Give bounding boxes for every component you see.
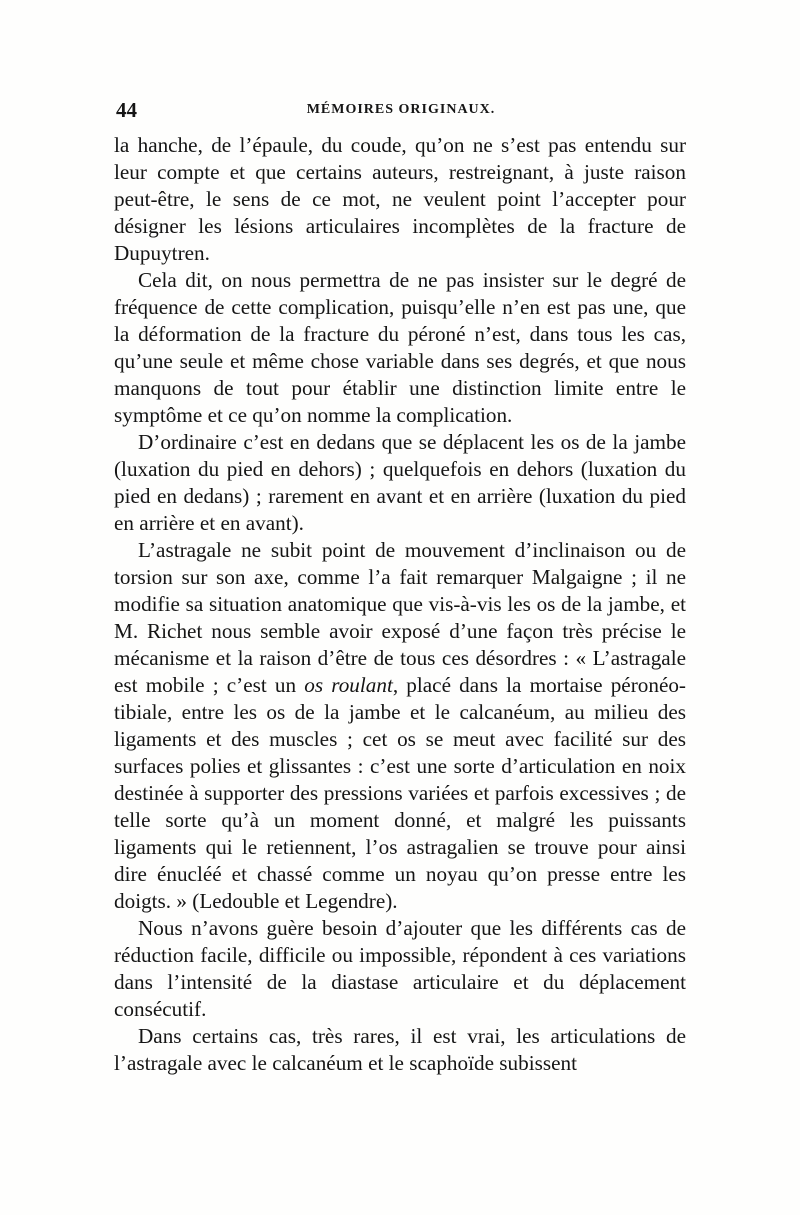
running-head (116, 98, 686, 128)
paragraph (114, 267, 686, 429)
paragraph-text: L’astragale ne subit point de mouvement d’inclinaison ou de torsion sur son axe, comme l’a fait remarquer Malgaigne ; il ne modifie sa situation anatomique que vis-à-vis les os de la jambe, et M. Richet nous semble avoir exposé d’une façon très précise le mécanisme et la raison d’être de tous ces désordres : « L’astragale est mobile ; c’est un (114, 538, 686, 697)
paragraph-text-continued: , placé dans la mortaise péronéo-tibiale, entre les os de la jambe et le calcanéum, au milieu des ligaments et des muscles ; cet os se meut avec facilité sur des surfaces polies et glissantes : c’est une sorte d’articulation en noix destinée à supporter des pressions variées et parfois excessives ; de telle sorte qu’à un moment donné, et malgré les puissants ligaments qui le retiennent, l’os astragalien se trouve pour ainsi dire énucléé et chassé comme un noyau qu’on presse entre les doigts. » (Ledouble et Legendre). (114, 673, 686, 913)
running-title: MÉMOIRES ORIGINAUX. (306, 102, 496, 117)
paragraph-text: Cela dit, on nous permettra de ne pas insister sur le degré de fréquence de cette complication, puisqu’elle n’en est pas une, que la déformation de la fracture du péroné n’est, dans tous les cas, qu’une seule et même chose variable dans ses degrés, et que nous manquons de tout pour établir une distinction limite entre le symptôme et ce qu’on nomme la complication. (114, 268, 686, 427)
paragraph (114, 537, 686, 915)
body-text (114, 132, 686, 1077)
paragraph-text: la hanche, de l’épaule, du coude, qu’on ne s’est pas entendu sur leur compte et que certains auteurs, restreignant, à juste raison peut-être, le sens de ce mot, ne veulent point l’accepter pour désigner les lésions articulaires incomplètes de la fracture de Dupuytren. (114, 133, 686, 265)
italic-term: os roulant (304, 673, 393, 697)
paragraph (114, 429, 686, 537)
paragraph-text: Dans certains cas, très rares, il est vrai, les articulations de l’astragale avec le calcanéum et le scaphoïde subissent (114, 1024, 686, 1075)
paragraph-text: D’ordinaire c’est en dedans que se déplacent les os de la jambe (luxation du pied en dehors) ; quelquefois en dehors (luxation du pied en dedans) ; rarement en avant et en arrière (luxation du pied en arrière et en avant). (114, 430, 686, 535)
paragraph (114, 915, 686, 1023)
paragraph-text: Nous n’avons guère besoin d’ajouter que les différents cas de réduction facile, difficile ou impossible, répondent à ces variations dans l’intensité de la diastase articulaire et du déplacement consécutif. (114, 916, 686, 1021)
paragraph (114, 1023, 686, 1077)
paragraph-continuation (114, 132, 686, 267)
page-number: 44 (116, 98, 137, 122)
